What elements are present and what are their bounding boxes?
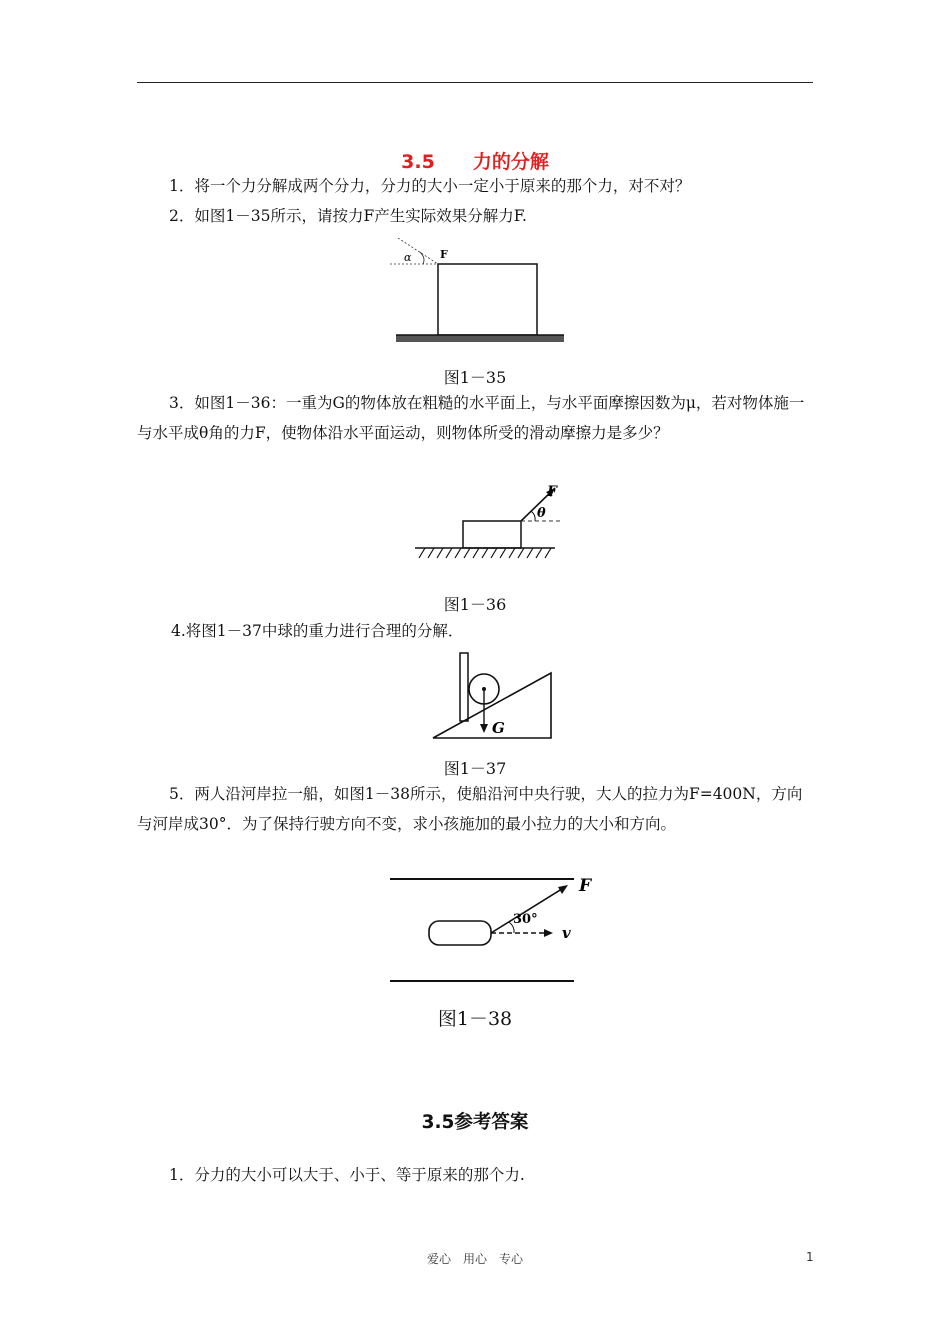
caption-1-37: 图1－37 xyxy=(443,759,507,778)
hatch-mark xyxy=(500,548,506,558)
hatch-mark xyxy=(527,548,533,558)
figure-1-35 xyxy=(390,238,570,350)
question-4: 4.将图1－37中球的重力进行合理的分解． xyxy=(171,622,464,640)
answer-1: 1．分力的大小可以大于、小于、等于原来的那个力. xyxy=(169,1166,525,1184)
hatch-mark xyxy=(536,548,542,558)
hatch-mark xyxy=(455,548,461,558)
alpha-label: α xyxy=(404,251,412,264)
hatch-mark xyxy=(509,548,515,558)
header-rule xyxy=(137,82,813,83)
hatch-mark xyxy=(482,548,488,558)
hatch-mark xyxy=(464,548,470,558)
caption-1-35: 图1－35 xyxy=(443,368,507,387)
hatch-mark xyxy=(491,548,497,558)
question-2: 2．如图1－35所示，请按力F产生实际效果分解力F. xyxy=(169,207,527,225)
force-label: F xyxy=(579,876,592,896)
gravity-label: G xyxy=(492,719,505,737)
question-5: 5．两人沿河岸拉一船，如图1－38所示，使船沿河中央行驶，大人的拉力为F=400N，方向与河岸成30°．为了保持行驶方向不变，求小孩施加的最小拉力的大小和方向。 xyxy=(137,785,803,833)
angle-label: 30° xyxy=(513,912,538,927)
answers-heading: 3.5参考答案 xyxy=(421,1112,529,1133)
alpha-arc xyxy=(420,252,424,264)
caption-1-38: 图1－38 xyxy=(437,1008,513,1030)
theta-arc xyxy=(531,511,535,521)
hatch-mark xyxy=(518,548,524,558)
velocity-arrowhead xyxy=(544,929,553,937)
hatch-mark xyxy=(437,548,443,558)
hatch-mark xyxy=(446,548,452,558)
footer-text: 爱心 用心 专心 xyxy=(426,1252,523,1266)
figure-1-38 xyxy=(385,870,600,990)
figure-1-36 xyxy=(415,480,560,566)
hatch-mark xyxy=(545,548,551,558)
hatch-mark xyxy=(419,548,425,558)
gravity-arrowhead xyxy=(480,724,488,733)
wall-post xyxy=(460,653,468,721)
ground-hatch xyxy=(419,548,551,558)
figure-1-37 xyxy=(428,650,556,742)
force-label: F xyxy=(547,484,557,500)
boat xyxy=(429,921,491,945)
block xyxy=(438,264,537,335)
ground xyxy=(396,335,564,342)
force-arrowhead xyxy=(558,885,568,894)
hatch-mark xyxy=(473,548,479,558)
force-label: F xyxy=(440,248,448,261)
page-number: 1 xyxy=(806,1250,814,1264)
question-1: 1．将一个力分解成两个分力，分力的大小一定小于原来的那个力，对不对？ xyxy=(169,177,691,195)
block xyxy=(463,521,521,548)
hatch-mark xyxy=(428,548,434,558)
theta-label: θ xyxy=(537,506,546,521)
section-title: 3.5 力的分解 xyxy=(401,151,549,173)
caption-1-36: 图1－36 xyxy=(443,595,507,614)
velocity-label: v xyxy=(562,924,571,942)
question-3: 3．如图1－36：一重为G的物体放在粗糙的水平面上，与水平面摩擦因数为μ，若对物体施一与水平成θ角的力F，使物体沿水平面运动，则物体所受的滑动摩擦力是多少？ xyxy=(137,394,805,442)
